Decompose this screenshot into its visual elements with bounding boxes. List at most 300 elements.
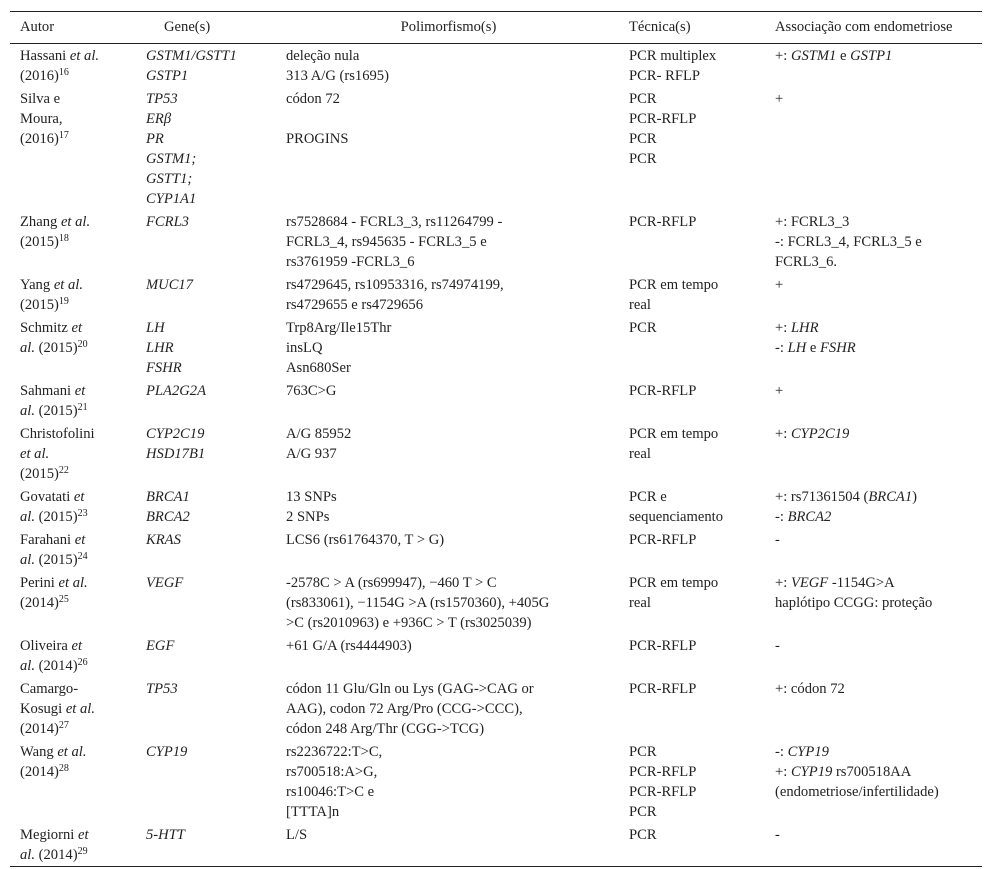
italic-text: LH: [146, 320, 165, 336]
reference-number: 23: [77, 508, 88, 519]
cell-text: PCR-RFLP: [629, 638, 697, 654]
cell-text: PCR-RFLP: [629, 784, 697, 800]
association-cell: [765, 485, 982, 528]
cell-text: (2016): [20, 131, 59, 147]
polymorphism-cell: [276, 571, 619, 634]
cell-text: rs7528684 - FCRL3_3, rs11264799 -: [286, 214, 503, 230]
cell-line: [20, 573, 128, 593]
reference-number: 22: [58, 465, 69, 476]
cell-text: Wang: [20, 744, 58, 760]
cell-line: [146, 742, 268, 762]
cell-line: [286, 66, 611, 86]
cell-text: rs700518:A>G,: [286, 764, 378, 780]
cell-line: [146, 679, 268, 699]
cell-line: [775, 46, 974, 66]
italic-text: et al.: [57, 744, 87, 760]
header-row: [10, 12, 982, 44]
cell-text: PCR-RFLP: [629, 214, 697, 230]
cell-line: [629, 507, 757, 527]
cell-line: [629, 381, 757, 401]
cell-text: (2014): [35, 847, 78, 863]
cell-line: [286, 679, 611, 699]
cell-line: [775, 212, 974, 232]
cell-line: [629, 424, 757, 444]
cell-text: (2015): [20, 234, 59, 250]
reference-number: 27: [58, 720, 69, 731]
table-row: [10, 422, 982, 485]
association-cell: [765, 634, 982, 677]
table-row: [10, 210, 982, 273]
cell-text: Camargo-: [20, 681, 79, 697]
italic-text: KRAS: [146, 532, 181, 548]
cell-text: sequenciamento: [629, 509, 724, 525]
technique-cell: [619, 528, 765, 571]
cell-line: [286, 275, 611, 295]
cell-text: -2578C > A (rs699947), −460 T > C: [286, 575, 497, 591]
cell-text: (2015): [35, 403, 78, 419]
cell-text: (2016): [20, 68, 59, 84]
cell-text: PROGINS: [286, 131, 349, 147]
italic-text: et al.: [65, 701, 95, 717]
genes-cell: [136, 485, 276, 528]
table-row: [10, 316, 982, 379]
polymorphism-cell: [276, 823, 619, 867]
italic-text: CYP1A1: [146, 191, 197, 207]
cell-line: [286, 573, 611, 593]
cell-line: [286, 358, 611, 378]
cell-text: rs700518AA: [832, 764, 912, 780]
cell-text: Christofolini: [20, 426, 95, 442]
cell-line: [146, 530, 268, 550]
cell-text: rs10046:T>C e: [286, 784, 375, 800]
italic-text: CYP2C19: [146, 426, 205, 442]
cell-text: +61 G/A (rs4444903): [286, 638, 412, 654]
cell-text: (2015): [20, 466, 59, 482]
cell-line: [146, 89, 268, 109]
italic-text: GSTM1: [790, 48, 837, 64]
cell-line: [286, 742, 611, 762]
cell-line: [775, 782, 974, 802]
italic-text: FSHR: [820, 340, 856, 356]
italic-text: BRCA2: [146, 509, 190, 525]
cell-text: PCR: [629, 151, 657, 167]
association-cell: [765, 273, 982, 316]
italic-text: VEGF: [146, 575, 184, 591]
polymorphism-cell: [276, 740, 619, 823]
cell-text: Yang: [20, 277, 54, 293]
cell-text: e: [806, 340, 821, 356]
association-cell: [765, 422, 982, 485]
genes-cell: [136, 571, 276, 634]
cell-text: A/G 85952: [286, 426, 352, 442]
reference-number: 28: [58, 763, 69, 774]
italic-text: GSTP1: [850, 48, 893, 64]
cell-line: [775, 573, 974, 593]
table-row: [10, 273, 982, 316]
cell-text: Silva e: [20, 91, 61, 107]
cell-text: PCR em tempo: [629, 277, 719, 293]
cell-line: [20, 742, 128, 762]
cell-text: -:: [775, 509, 788, 525]
cell-line: [775, 252, 974, 272]
table-row: [10, 87, 982, 210]
technique-cell: [619, 273, 765, 316]
cell-line: [775, 338, 974, 358]
cell-text: PCR: [629, 804, 657, 820]
cell-text: -1154G>A: [828, 575, 895, 591]
reference-number: 26: [77, 657, 88, 668]
cell-text: Govatati: [20, 489, 74, 505]
italic-text: al.: [20, 847, 35, 863]
cell-text: +: códon 72: [775, 681, 845, 697]
cell-line: [20, 66, 128, 86]
cell-line: [146, 66, 268, 86]
cell-text: deleção nula: [286, 48, 360, 64]
association-cell: [765, 87, 982, 210]
cell-text: +:: [775, 320, 791, 336]
cell-line: [629, 109, 757, 129]
technique-cell: [619, 316, 765, 379]
cell-text: Megiorni: [20, 827, 78, 843]
italic-text: CYP2C19: [790, 426, 850, 442]
cell-line: [629, 318, 757, 338]
table-row: [10, 823, 982, 867]
reference-number: 29: [77, 846, 88, 857]
polymorphism-cell: [276, 210, 619, 273]
italic-text: et: [77, 827, 89, 843]
author-cell: [10, 87, 136, 210]
cell-text: Sahmani: [20, 383, 75, 399]
italic-text: ERβ: [146, 111, 172, 127]
cell-text: (2014): [20, 721, 59, 737]
cell-line: [20, 762, 128, 782]
technique-cell: [619, 379, 765, 422]
cell-line: [20, 825, 128, 845]
cell-line: [20, 46, 128, 66]
cell-line: [20, 232, 128, 252]
cell-line: [146, 169, 268, 189]
italic-text: PLA2G2A: [146, 383, 206, 399]
cell-text: rs3761959 -FCRL3_6: [286, 254, 415, 270]
cell-text: (endometriose/infertilidade): [775, 784, 939, 800]
italic-text: LHR: [790, 320, 819, 336]
cell-text: PCR e: [629, 489, 667, 505]
table-row: [10, 740, 982, 823]
author-cell: [10, 677, 136, 740]
italic-text: GSTM1/GSTT1: [146, 48, 237, 64]
cell-line: [629, 593, 757, 613]
genes-cell: [136, 87, 276, 210]
italic-text: al.: [20, 658, 35, 674]
cell-text: rs4729645, rs10953316, rs74974199,: [286, 277, 504, 293]
cell-line: [20, 656, 128, 676]
cell-line: [286, 444, 611, 464]
technique-cell: [619, 677, 765, 740]
polymorphism-cell: [276, 422, 619, 485]
cell-text: PCR: [629, 744, 657, 760]
association-cell: [765, 823, 982, 867]
cell-text: PCR-RFLP: [629, 111, 697, 127]
header-association: Associação com endometriose: [775, 19, 953, 35]
table-row: [10, 528, 982, 571]
author-cell: [10, 422, 136, 485]
cell-line: [146, 46, 268, 66]
cell-line: [629, 46, 757, 66]
italic-text: MUC17: [146, 277, 194, 293]
cell-line: [20, 487, 128, 507]
cell-line: [146, 424, 268, 444]
author-cell: [10, 740, 136, 823]
italic-text: al.: [20, 403, 35, 419]
genes-cell: [136, 273, 276, 316]
cell-line: [775, 275, 974, 295]
technique-cell: [619, 485, 765, 528]
cell-text: (2014): [35, 658, 78, 674]
cell-line: [629, 742, 757, 762]
cell-line: [629, 89, 757, 109]
cell-line: [20, 295, 128, 315]
italic-text: CYP19: [787, 744, 829, 760]
cell-line: [775, 381, 974, 401]
cell-text: Hassani: [20, 48, 70, 64]
cell-line: [146, 507, 268, 527]
cell-text: -:: [775, 744, 788, 760]
author-cell: [10, 379, 136, 422]
cell-text: Asn680Ser: [286, 360, 351, 376]
cell-text: (2015): [35, 340, 78, 356]
author-cell: [10, 571, 136, 634]
cell-line: [20, 212, 128, 232]
cell-line: [629, 782, 757, 802]
cell-line: [20, 318, 128, 338]
genes-cell: [136, 210, 276, 273]
cell-line: [146, 573, 268, 593]
cell-text: >C (rs2010963) e +936C > T (rs3025039): [286, 615, 532, 631]
table-row: [10, 44, 982, 88]
cell-line: [20, 679, 128, 699]
cell-line: [775, 424, 974, 444]
cell-line: [146, 444, 268, 464]
cell-text: Farahani: [20, 532, 75, 548]
cell-line: [146, 318, 268, 338]
cell-line: [286, 318, 611, 338]
cell-text: (2015): [20, 297, 59, 313]
cell-line: [629, 212, 757, 232]
cell-line: [20, 109, 128, 129]
cell-line: [20, 719, 128, 739]
cell-line: [629, 679, 757, 699]
association-cell: [765, 210, 982, 273]
cell-text: rs4729655 e rs4729656: [286, 297, 424, 313]
author-cell: [10, 485, 136, 528]
cell-line: [775, 825, 974, 845]
polymorphism-table: [10, 11, 982, 867]
polymorphism-cell: [276, 44, 619, 88]
cell-line: [146, 358, 268, 378]
cell-line: [286, 719, 611, 739]
cell-line: [775, 762, 974, 782]
polymorphism-cell: [276, 87, 619, 210]
cell-line: [20, 550, 128, 570]
italic-text: et al.: [60, 214, 91, 230]
author-cell: [10, 210, 136, 273]
cell-text: FCRL3_6.: [775, 254, 838, 270]
cell-line: [20, 464, 128, 484]
italic-text: FSHR: [146, 360, 182, 376]
cell-text: Trp8Arg/Ile15Thr: [286, 320, 392, 336]
cell-text: +: [775, 277, 784, 293]
genes-cell: [136, 379, 276, 422]
cell-line: [629, 295, 757, 315]
cell-line: [775, 636, 974, 656]
italic-text: et al.: [20, 446, 50, 462]
cell-text: Schmitz: [20, 320, 72, 336]
technique-cell: [619, 634, 765, 677]
cell-line: [286, 613, 611, 633]
cell-line: [775, 593, 974, 613]
italic-text: et al.: [58, 575, 88, 591]
italic-text: EGF: [146, 638, 175, 654]
cell-text: (2014): [20, 595, 59, 611]
italic-text: al.: [20, 509, 35, 525]
cell-line: [775, 89, 974, 109]
italic-text: BRCA2: [787, 509, 832, 525]
cell-line: [20, 129, 128, 149]
cell-text: Zhang: [20, 214, 61, 230]
genes-cell: [136, 740, 276, 823]
cell-line: [629, 636, 757, 656]
cell-line: [286, 762, 611, 782]
cell-text: -: [775, 532, 780, 548]
cell-text: PCR-RFLP: [629, 764, 697, 780]
cell-text: +: [775, 383, 784, 399]
table-header: [10, 12, 982, 44]
cell-text: L/S: [286, 827, 308, 843]
genes-cell: [136, 528, 276, 571]
italic-text: VEGF: [790, 575, 829, 591]
italic-text: et al.: [53, 277, 83, 293]
table-row: [10, 485, 982, 528]
cell-text: PCR- RFLP: [629, 68, 700, 84]
cell-line: [20, 401, 128, 421]
cell-text: rs2236722:T>C,: [286, 744, 383, 760]
association-cell: [765, 379, 982, 422]
cell-line: [146, 109, 268, 129]
cell-line: [20, 338, 128, 358]
cell-line: [775, 487, 974, 507]
table-row: [10, 677, 982, 740]
italic-text: et: [74, 383, 86, 399]
cell-line: [629, 487, 757, 507]
cell-line: [146, 189, 268, 209]
polymorphism-cell: [276, 316, 619, 379]
cell-line: [629, 275, 757, 295]
cell-text: códon 11 Glu/Gln ou Lys (GAG->CAG or: [286, 681, 534, 697]
italic-text: et: [73, 489, 85, 505]
association-cell: [765, 677, 982, 740]
cell-line: [146, 825, 268, 845]
cell-text: (2015): [35, 552, 78, 568]
cell-text: haplótipo CCGG: proteção: [775, 595, 933, 611]
reference-number: 21: [77, 402, 88, 413]
association-cell: [765, 528, 982, 571]
technique-cell: [619, 823, 765, 867]
cell-line: [629, 802, 757, 822]
cell-line: [286, 46, 611, 66]
cell-text: insLQ: [286, 340, 323, 356]
italic-text: et: [71, 320, 83, 336]
italic-text: TP53: [146, 681, 178, 697]
author-cell: [10, 528, 136, 571]
cell-text: PCR-RFLP: [629, 532, 697, 548]
polymorphism-cell: [276, 485, 619, 528]
cell-text: 2 SNPs: [286, 509, 330, 525]
genes-cell: [136, 422, 276, 485]
cell-text: A/G 937: [286, 446, 337, 462]
italic-text: 5-HTT: [146, 827, 185, 843]
cell-text: AAG), codon 72 Arg/Pro (CCG->CCC),: [286, 701, 523, 717]
cell-text: FCRL3_4, rs945635 - FCRL3_5 e: [286, 234, 487, 250]
cell-line: [286, 507, 611, 527]
cell-text: +:: [775, 426, 791, 442]
cell-text: PCR multiplex: [629, 48, 717, 64]
cell-line: [146, 487, 268, 507]
association-cell: [765, 740, 982, 823]
genes-cell: [136, 634, 276, 677]
cell-line: [146, 149, 268, 169]
cell-text: (2014): [20, 764, 59, 780]
cell-line: [629, 444, 757, 464]
cell-line: [629, 66, 757, 86]
cell-line: [286, 825, 611, 845]
cell-line: [146, 636, 268, 656]
cell-text: -: [775, 638, 780, 654]
cell-text: [TTTA]n: [286, 804, 340, 820]
cell-text: 763C>G: [286, 383, 337, 399]
italic-text: BRCA1: [146, 489, 190, 505]
cell-text: Perini: [20, 575, 59, 591]
cell-text: real: [629, 595, 651, 611]
cell-line: [20, 275, 128, 295]
cell-line: [146, 338, 268, 358]
italic-text: CYP19: [146, 744, 188, 760]
cell-line: [286, 487, 611, 507]
cell-line: [775, 530, 974, 550]
italic-text: HSD17B1: [146, 446, 206, 462]
genes-cell: [136, 316, 276, 379]
reference-number: 17: [58, 130, 69, 141]
cell-text: (rs833061), −1154G >A (rs1570360), +405G: [286, 595, 550, 611]
polymorphism-cell: [276, 273, 619, 316]
cell-line: [286, 212, 611, 232]
italic-text: et: [71, 638, 83, 654]
italic-text: BRCA1: [868, 489, 913, 505]
cell-line: [629, 530, 757, 550]
cell-text: 13 SNPs: [286, 489, 337, 505]
reference-number: 24: [77, 551, 88, 562]
technique-cell: [619, 571, 765, 634]
cell-line: [20, 636, 128, 656]
italic-text: et al.: [69, 48, 100, 64]
polymorphism-cell: [276, 379, 619, 422]
technique-cell: [619, 740, 765, 823]
cell-text: +:: [775, 48, 791, 64]
cell-text: PCR-RFLP: [629, 681, 697, 697]
cell-line: [20, 699, 128, 719]
cell-line: [286, 295, 611, 315]
genes-cell: [136, 823, 276, 867]
cell-line: [286, 129, 611, 149]
